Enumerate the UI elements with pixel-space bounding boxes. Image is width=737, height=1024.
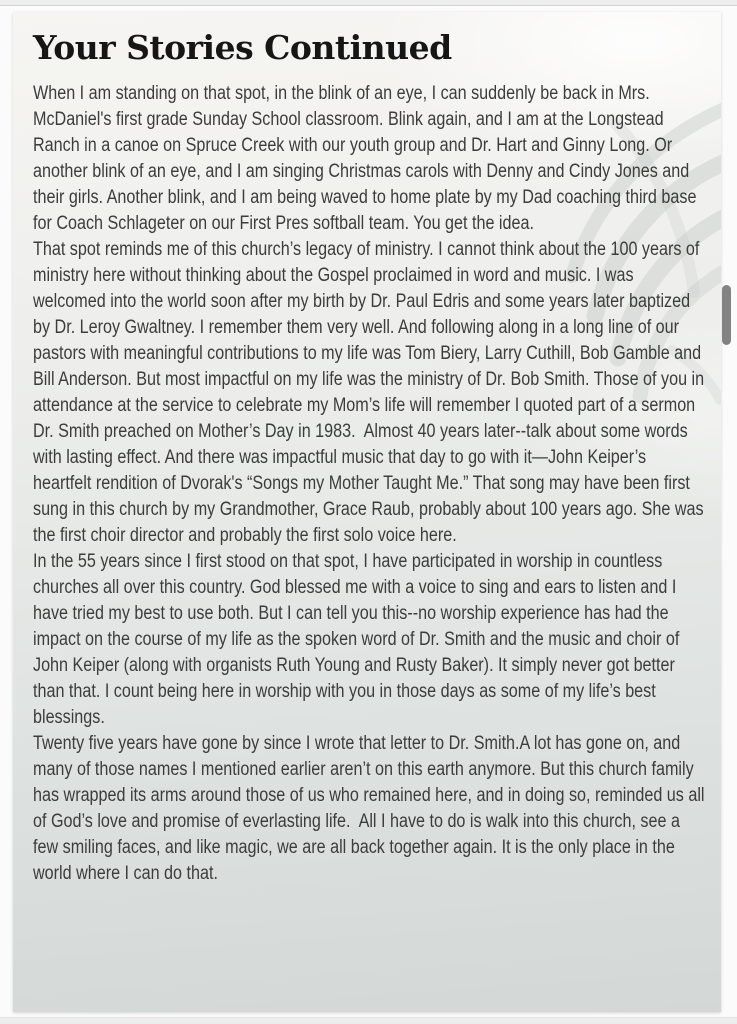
story-paragraph: In the 55 years since I first stood on that spot, I have participated in worship in countless churches all over this country. God blessed me with a voice to sing and ears to listen and I have tried my best to use both. But I can tell you this--no worship experience has had the impact on the course of my life as the spoken word of Dr. Smith and the music and choir of John Keiper (along with organists Ruth Young and Rusty Baker). It simply never got better than that. I count being here in worship with you in those days as some of my life’s best blessings. xyxy=(33,551,684,728)
vertical-scrollbar-track[interactable] xyxy=(721,6,737,1017)
page-title: Your Stories Continued xyxy=(33,28,452,67)
top-edge-bar xyxy=(0,0,737,6)
document-page xyxy=(13,12,721,1012)
vertical-scrollbar-thumb[interactable] xyxy=(722,285,731,345)
story-paragraph: Twenty five years have gone by since I wrote that letter to Dr. Smith.A lot has gone on, and many of those names I mentioned earlier aren’t on this earth anymore. But this church family has wrapped its arms around those of us who remained here, and in doing so, reminded us all of God’s love and promise of everlasting life. All I have to do is walk into this church, see a few smiling faces, and like magic, we are all back together again. It is the only place in the world where I can do that. xyxy=(33,733,710,884)
story-paragraph: When I am standing on that spot, in the blink of an eye, I can suddenly be back in Mrs. McDaniel's first grade Sunday School classroom. Blink again, and I am at the Longstead Ranch in a canoe on Spruce Creek with our youth group and Dr. Hart and Ginny Long. Or another blink of an eye, and I am singing Christmas carols with Denny and Cindy Jones and their girls. Another blink, and I am being waved to home plate by my Dad coaching third base for Coach Schlageter on our First Pres softball team. You get the idea. xyxy=(33,83,701,234)
bottom-edge-bar xyxy=(0,1017,737,1024)
story-paragraph: That spot reminds me of this church’s legacy of ministry. I cannot think about the 100 years of ministry here without thinking about the Gospel proclaimed in word and music. I was welcomed into the world soon after my birth by Dr. Paul Edris and some years later baptized by Dr. Leroy Gwaltney. I remember them very well. And following along in a long line of our pastors with meaningful contributions to my life was Tom Biery, Larry Cuthill, Bob Gamble and Bill Anderson. But most impactful on my life was the ministry of Dr. Bob Smith. Those of you in attendance at the service to celebrate my Mom’s life will remember I quoted part of a sermon Dr. Smith preached on Mother’s Day in 1983. Almost 40 years later--talk about some words with lasting effect. And there was impactful music that day to go with it—John Keiper’s heartfelt rendition of Dvorak's “Songs my Mother Taught Me.” That song may have been first sung in this church by my Grandmother, Grace Raub, probably about 100 years ago. She was the first choir director and probably the first solo voice here. xyxy=(33,239,709,546)
story-body xyxy=(33,81,710,887)
